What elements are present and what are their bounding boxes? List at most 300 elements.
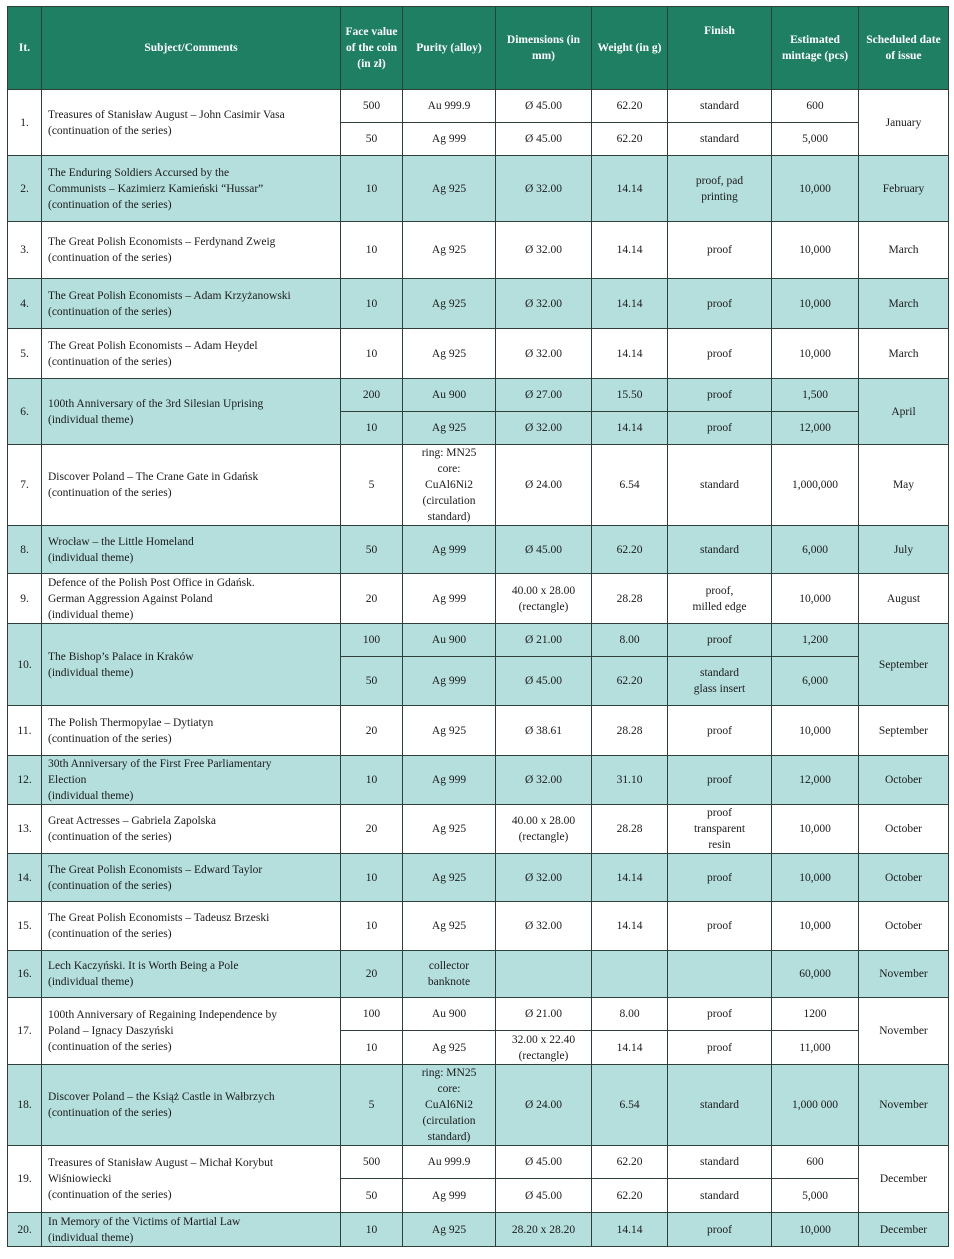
item-number-cell: 20. <box>8 1213 42 1247</box>
purity-cell <box>403 574 496 624</box>
weight-cell: 14.14 <box>592 156 668 222</box>
weight-cell: 14.14 <box>592 1213 668 1247</box>
finish-cell <box>668 526 772 574</box>
cell-line: 100th Anniversary of Regaining Independence by <box>48 1009 277 1021</box>
mintage-cell: 12,000 <box>772 756 859 805</box>
cell-line: (rectangle) <box>518 1049 569 1062</box>
weight-cell: 62.20 <box>592 90 668 123</box>
item-number-cell: 11. <box>8 706 42 756</box>
cell-line: Ag 999 <box>431 1189 467 1202</box>
cell-line: 40.00 x 28.00 <box>511 815 576 827</box>
cell-line: proof, <box>705 584 734 597</box>
face-value-cell: 500 <box>341 1146 403 1179</box>
subject-cell <box>42 445 341 526</box>
finish-cell <box>668 998 772 1031</box>
cell-line: Ø 45.00 <box>524 100 563 112</box>
subject-cell <box>42 756 341 805</box>
dimensions-cell <box>496 706 592 756</box>
item-number-cell: 16. <box>8 951 42 998</box>
cell-line: Ø 32.00 <box>524 347 563 360</box>
table-row <box>8 951 949 998</box>
subject-cell <box>42 574 341 624</box>
cell-line: (individual theme) <box>48 666 134 679</box>
dimensions-cell <box>496 412 592 445</box>
dimensions-cell <box>496 526 592 574</box>
cell-line: Ø 32.00 <box>524 774 563 786</box>
coin-schedule-table <box>7 6 949 1247</box>
subject-cell <box>42 526 341 574</box>
finish-cell <box>668 574 772 624</box>
table-row <box>8 156 949 222</box>
purity-cell <box>403 222 496 279</box>
cell-line: Ag 925 <box>431 920 467 932</box>
table-row <box>8 902 949 951</box>
purity-cell <box>403 854 496 902</box>
finish-cell <box>668 1031 772 1065</box>
face-value-cell: 10 <box>341 412 403 445</box>
issue-date-cell: October <box>859 854 949 902</box>
finish-cell <box>668 706 772 756</box>
cell-line: standard <box>700 1189 739 1202</box>
cell-line: Treasures of Stanisław August – John Casimir Vasa <box>48 108 285 121</box>
issue-date-cell: August <box>859 574 949 624</box>
cell-line: glass insert <box>693 683 746 695</box>
purity-cell <box>403 123 496 156</box>
mintage-cell: 11,000 <box>772 1031 859 1065</box>
dimensions-cell <box>496 854 592 902</box>
subject-cell <box>42 902 341 951</box>
item-number-cell: 10. <box>8 624 42 706</box>
face-value-cell: 10 <box>341 222 403 279</box>
cell-line: The Great Polish Economists – Edward Taylor <box>48 863 263 876</box>
issue-date-cell: October <box>859 902 949 951</box>
cell-line: The Polish Thermopylae – Dytiatyn <box>48 716 214 729</box>
weight-cell: 8.00 <box>592 998 668 1031</box>
cell-line: The Great Polish Economists – Adam Heydel <box>48 339 258 352</box>
dimensions-cell <box>496 1146 592 1179</box>
finish-cell <box>668 90 772 123</box>
subject-cell <box>42 805 341 854</box>
cell-line: 30th Anniversary of the First Free Parliamentary <box>48 758 272 770</box>
dimensions-cell <box>496 222 592 279</box>
weight-cell: 14.14 <box>592 854 668 902</box>
issue-date-cell: September <box>859 624 949 706</box>
table-row <box>8 222 949 279</box>
purity-cell <box>403 445 496 526</box>
weight-cell: 28.28 <box>592 706 668 756</box>
purity-cell <box>403 1213 496 1247</box>
cell-line: collector <box>428 960 470 972</box>
weight-cell: 31.10 <box>592 756 668 805</box>
weight-cell: 6.54 <box>592 1065 668 1146</box>
header-finish: Finish <box>668 7 772 90</box>
mintage-cell: 10,000 <box>772 574 859 624</box>
cell-line: (circulation <box>422 1115 476 1127</box>
weight-cell: 28.28 <box>592 574 668 624</box>
issue-date-cell: October <box>859 756 949 805</box>
cell-line: Election <box>48 774 87 786</box>
weight-cell: 14.14 <box>592 902 668 951</box>
table-row <box>8 756 949 805</box>
dimensions-cell <box>496 951 592 998</box>
purity-cell <box>403 624 496 657</box>
dimensions-cell <box>496 624 592 657</box>
purity-cell <box>403 1065 496 1146</box>
weight-cell: 62.20 <box>592 1179 668 1213</box>
mintage-cell: 5,000 <box>772 123 859 156</box>
weight-cell: 15.50 <box>592 379 668 412</box>
cell-line: standard) <box>427 511 471 523</box>
cell-line: (continuation of the series) <box>48 198 172 211</box>
dimensions-cell <box>496 657 592 706</box>
face-value-cell: 50 <box>341 657 403 706</box>
cell-line: milled edge <box>692 600 747 613</box>
cell-line: Discover Poland – The Crane Gate in Gdańsk <box>48 471 259 483</box>
subject-cell <box>42 1065 341 1146</box>
cell-line: (individual theme) <box>48 413 134 426</box>
cell-line: (individual theme) <box>48 790 134 802</box>
header-item: It. <box>8 7 42 90</box>
cell-line: Ag 999 <box>431 133 467 145</box>
cell-line: proof <box>707 422 732 434</box>
item-number-cell: 9. <box>8 574 42 624</box>
table-row <box>8 854 949 902</box>
mintage-cell: 10,000 <box>772 1213 859 1247</box>
finish-cell <box>668 951 772 998</box>
cell-line: (continuation of the series) <box>48 732 172 745</box>
dimensions-cell <box>496 805 592 854</box>
cell-line: The Great Polish Economists – Adam Krzyżanowski <box>48 289 291 302</box>
weight-cell: 62.20 <box>592 1146 668 1179</box>
subject-cell <box>42 379 341 445</box>
cell-line: proof <box>707 724 732 737</box>
cell-line: proof <box>707 807 732 819</box>
header-purity: Purity (alloy) <box>403 7 496 90</box>
item-number-cell: 14. <box>8 854 42 902</box>
dimensions-cell <box>496 156 592 222</box>
table-row <box>8 805 949 854</box>
table-row <box>8 1146 949 1179</box>
finish-cell <box>668 756 772 805</box>
mintage-cell: 10,000 <box>772 902 859 951</box>
issue-date-cell: December <box>859 1146 949 1213</box>
face-value-cell: 50 <box>341 123 403 156</box>
weight-cell: 14.14 <box>592 329 668 379</box>
finish-cell <box>668 624 772 657</box>
cell-line: Great Actresses – Gabriela Zapolska <box>48 815 216 827</box>
cell-line: standard <box>700 1099 739 1111</box>
face-value-cell: 20 <box>341 951 403 998</box>
cell-line: proof <box>707 871 732 884</box>
cell-line: (rectangle) <box>518 600 569 613</box>
cell-line: (continuation of the series) <box>48 487 172 499</box>
table-row <box>8 706 949 756</box>
item-number-cell: 5. <box>8 329 42 379</box>
issue-date-cell: December <box>859 1213 949 1247</box>
subject-cell <box>42 951 341 998</box>
mintage-cell: 10,000 <box>772 706 859 756</box>
finish-cell <box>668 379 772 412</box>
issue-date-cell: April <box>859 379 949 445</box>
cell-line: (continuation of the series) <box>48 124 172 137</box>
mintage-cell: 10,000 <box>772 805 859 854</box>
cell-line: (continuation of the series) <box>48 252 172 264</box>
mintage-cell: 10,000 <box>772 279 859 329</box>
face-value-cell: 50 <box>341 1179 403 1213</box>
cell-line: Ø 32.00 <box>524 422 563 434</box>
cell-line: (continuation of the series) <box>48 305 172 318</box>
cell-line: proof, pad <box>695 174 744 187</box>
issue-date-cell: October <box>859 805 949 854</box>
face-value-cell: 10 <box>341 1213 403 1247</box>
header-date: Scheduled date of issue <box>859 7 949 90</box>
cell-line: (individual theme) <box>48 976 134 988</box>
finish-cell <box>668 902 772 951</box>
cell-line: 40.00 x 28.00 <box>511 584 576 597</box>
finish-cell <box>668 1065 772 1146</box>
issue-date-cell: May <box>859 445 949 526</box>
cell-line: (continuation of the series) <box>48 831 172 843</box>
weight-cell: 8.00 <box>592 624 668 657</box>
cell-line: (continuation of the series) <box>48 928 172 940</box>
purity-cell <box>403 412 496 445</box>
mintage-cell: 60,000 <box>772 951 859 998</box>
cell-line: ring: MN25 <box>421 1067 477 1079</box>
finish-cell <box>668 222 772 279</box>
cell-line: Ø 27.00 <box>524 389 563 401</box>
cell-line: CuAl6Ni2 <box>425 479 473 491</box>
weight-cell: 28.28 <box>592 805 668 854</box>
cell-line: In Memory of the Victims of Martial Law <box>48 1215 241 1228</box>
header-row <box>8 7 949 90</box>
cell-line: core: <box>437 1083 461 1095</box>
table-row <box>8 1213 949 1247</box>
cell-line: Ø 32.00 <box>524 920 563 932</box>
cell-line: Ag 925 <box>431 724 467 737</box>
cell-line: proof <box>707 297 732 310</box>
purity-cell <box>403 902 496 951</box>
cell-line: standard <box>700 543 739 556</box>
cell-line: CuAl6Ni2 <box>425 1099 473 1111</box>
mintage-cell: 6,000 <box>772 657 859 706</box>
table-row <box>8 526 949 574</box>
table-row <box>8 329 949 379</box>
face-value-cell: 5 <box>341 1065 403 1146</box>
dimensions-cell <box>496 123 592 156</box>
item-number-cell: 12. <box>8 756 42 805</box>
item-number-cell: 8. <box>8 526 42 574</box>
cell-line: proof <box>707 920 732 932</box>
cell-line: Ag 925 <box>431 244 467 256</box>
cell-line: Ø 45.00 <box>524 1156 563 1168</box>
cell-line: proof <box>707 347 732 360</box>
dimensions-cell <box>496 379 592 412</box>
cell-line: Ø 32.00 <box>524 297 563 310</box>
cell-line: 100th Anniversary of the 3rd Silesian Uprising <box>48 397 264 410</box>
cell-line: Ø 38.61 <box>524 724 563 737</box>
cell-line: proof <box>707 1008 732 1020</box>
subject-cell <box>42 624 341 706</box>
cell-line: Ø 21.00 <box>524 1008 563 1020</box>
issue-date-cell: November <box>859 951 949 998</box>
cell-line: Au 999.9 <box>427 1156 471 1168</box>
face-value-cell: 100 <box>341 998 403 1031</box>
dimensions-cell <box>496 445 592 526</box>
subject-cell <box>42 1213 341 1247</box>
weight-cell: 14.14 <box>592 279 668 329</box>
cell-line: Ag 925 <box>431 182 467 195</box>
cell-line: Ø 45.00 <box>524 543 563 556</box>
header-mintage: Estimated mintage (pcs) <box>772 7 859 90</box>
cell-line: 28.20 x 28.20 <box>511 1223 576 1236</box>
face-value-cell: 10 <box>341 279 403 329</box>
face-value-cell: 100 <box>341 624 403 657</box>
cell-line: banknote <box>427 976 471 988</box>
cell-line: Au 900 <box>431 1008 467 1020</box>
cell-line: Ø 45.00 <box>524 1189 563 1202</box>
weight-cell: 14.14 <box>592 222 668 279</box>
cell-line: Ø 45.00 <box>524 675 563 687</box>
cell-line: standard <box>700 667 739 679</box>
purity-cell <box>403 756 496 805</box>
purity-cell <box>403 379 496 412</box>
cell-line: (continuation of the series) <box>48 1041 172 1053</box>
item-number-cell: 17. <box>8 998 42 1065</box>
item-number-cell: 1. <box>8 90 42 156</box>
subject-cell <box>42 329 341 379</box>
cell-line: Ag 925 <box>431 823 467 835</box>
face-value-cell: 20 <box>341 574 403 624</box>
issue-date-cell: March <box>859 279 949 329</box>
face-value-cell: 200 <box>341 379 403 412</box>
finish-cell <box>668 412 772 445</box>
face-value-cell: 20 <box>341 805 403 854</box>
purity-cell <box>403 657 496 706</box>
cell-line: (individual theme) <box>48 608 134 621</box>
face-value-cell: 10 <box>341 1031 403 1065</box>
dimensions-cell <box>496 90 592 123</box>
item-number-cell: 3. <box>8 222 42 279</box>
cell-line: Wiśniowiecki <box>48 1173 112 1185</box>
cell-line: Communists – Kazimierz Kamieński “Hussar” <box>48 182 264 195</box>
dimensions-cell <box>496 574 592 624</box>
dimensions-cell <box>496 902 592 951</box>
cell-line: The Bishop’s Palace in Kraków <box>48 650 194 663</box>
mintage-cell: 10,000 <box>772 854 859 902</box>
cell-line: standard <box>700 100 739 112</box>
subject-cell <box>42 222 341 279</box>
header-weight: Weight (in g) <box>592 7 668 90</box>
purity-cell <box>403 998 496 1031</box>
header-subject: Subject/Comments <box>42 7 341 90</box>
item-number-cell: 15. <box>8 902 42 951</box>
purity-cell <box>403 329 496 379</box>
subject-cell <box>42 1146 341 1213</box>
mintage-cell: 600 <box>772 90 859 123</box>
mintage-cell: 600 <box>772 1146 859 1179</box>
weight-cell: 14.14 <box>592 412 668 445</box>
cell-line: Au 999.9 <box>427 100 471 112</box>
finish-cell <box>668 1146 772 1179</box>
face-value-cell: 10 <box>341 156 403 222</box>
dimensions-cell <box>496 998 592 1031</box>
weight-cell: 62.20 <box>592 657 668 706</box>
issue-date-cell: July <box>859 526 949 574</box>
subject-cell <box>42 998 341 1065</box>
purity-cell <box>403 1146 496 1179</box>
finish-cell <box>668 279 772 329</box>
mintage-cell: 1,000,000 <box>772 445 859 526</box>
cell-line: Treasures of Stanisław August – Michał Korybut <box>48 1157 274 1169</box>
dimensions-cell <box>496 756 592 805</box>
cell-line: Discover Poland – the Książ Castle in Wałbrzych <box>48 1091 275 1103</box>
item-number-cell: 7. <box>8 445 42 526</box>
table-row <box>8 90 949 123</box>
finish-cell <box>668 805 772 854</box>
cell-line: (individual theme) <box>48 1231 134 1244</box>
cell-line: Au 900 <box>431 634 467 646</box>
coin-issue-schedule <box>7 6 948 1247</box>
cell-line: Ag 925 <box>431 297 467 310</box>
cell-line: (rectangle) <box>518 831 569 843</box>
cell-line: (circulation <box>422 495 476 507</box>
mintage-cell: 10,000 <box>772 329 859 379</box>
mintage-cell: 10,000 <box>772 222 859 279</box>
cell-line: Ø 32.00 <box>524 871 563 884</box>
finish-cell <box>668 1213 772 1247</box>
weight-cell <box>592 951 668 998</box>
issue-date-cell: March <box>859 329 949 379</box>
weight-cell: 62.20 <box>592 123 668 156</box>
finish-cell <box>668 1179 772 1213</box>
cell-line: Ø 32.00 <box>524 182 563 195</box>
cell-line: 32.00 x 22.40 <box>511 1033 576 1046</box>
cell-line: Au 900 <box>431 389 467 401</box>
purity-cell <box>403 90 496 123</box>
cell-line: standard <box>700 133 739 145</box>
finish-cell <box>668 854 772 902</box>
face-value-cell: 10 <box>341 854 403 902</box>
cell-line: The Great Polish Economists – Tadeusz Brzeski <box>48 912 270 924</box>
face-value-cell: 50 <box>341 526 403 574</box>
finish-cell <box>668 329 772 379</box>
item-number-cell: 13. <box>8 805 42 854</box>
cell-line: standard <box>700 479 739 491</box>
issue-date-cell: February <box>859 156 949 222</box>
cell-line: ring: MN25 <box>421 447 477 459</box>
item-number-cell: 6. <box>8 379 42 445</box>
mintage-cell: 5,000 <box>772 1179 859 1213</box>
dimensions-cell <box>496 1031 592 1065</box>
finish-cell <box>668 445 772 526</box>
finish-cell <box>668 657 772 706</box>
table-row <box>8 445 949 526</box>
cell-line: proof <box>707 244 732 256</box>
face-value-cell: 500 <box>341 90 403 123</box>
finish-cell <box>668 123 772 156</box>
cell-line: (continuation of the series) <box>48 1107 172 1119</box>
table-body <box>8 90 949 1247</box>
dimensions-cell <box>496 1179 592 1213</box>
cell-line: transparent <box>693 823 746 835</box>
cell-line: standard <box>700 1156 739 1168</box>
cell-line: Ag 925 <box>431 347 467 360</box>
cell-line: Ø 45.00 <box>524 133 563 145</box>
cell-line: core: <box>437 463 461 475</box>
cell-line: proof <box>707 634 732 646</box>
cell-line: standard) <box>427 1131 471 1143</box>
issue-date-cell: November <box>859 1065 949 1146</box>
